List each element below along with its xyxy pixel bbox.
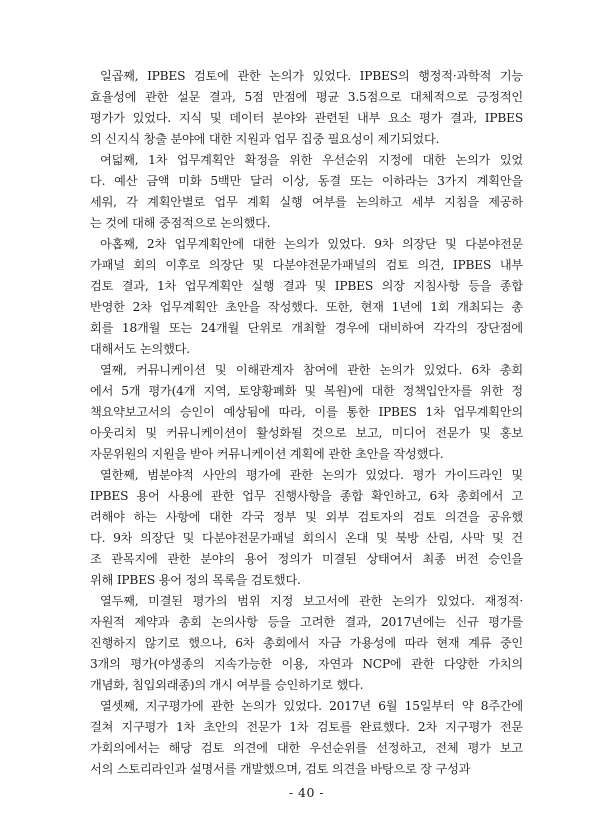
text-line: 진행하지 않기로 했으나, 6차 총회에서 자금 가용성에 따라 현재 계류 중인 (90, 636, 523, 650)
text-line: 3개의 평가(야생종의 지속가능한 이용, 자연과 NCP에 관한 다양한 가치의 (90, 657, 523, 671)
text-line: 는 것에 대해 중점적으로 논의했다. (90, 216, 271, 230)
text-line: 위해 IPBES 용어 정의 목록을 검토했다. (90, 573, 301, 587)
text-line: 효율성에 관한 설문 결과, 5점 만점에 평균 3.5점으로 대체적으로 긍정적인 (90, 90, 523, 104)
text-line: 열한째, 범분야적 사안의 평가에 관한 논의가 있었다. 평가 가이드라인 및 (100, 468, 523, 482)
text-line: 아웃리치 및 커뮤니케이션이 활성화될 것으로 보고, 미디어 전문가 및 홍보 (90, 426, 523, 440)
text-line: 평가가 있었다. 지식 및 데이터 분야와 관련된 내부 요소 평가 결과, IPBES (90, 111, 523, 125)
paragraph (90, 465, 523, 591)
text-line: 자문위원의 지원을 받아 커뮤니케이션 계획에 관한 초안을 작성했다. (90, 447, 444, 461)
paragraph (90, 66, 523, 150)
text-line: 에서 5개 평가(4개 지역, 토양황폐화 및 복원)에 대한 정책입안자를 위한 정 (90, 384, 523, 398)
text-line: 책요약보고서의 승인이 예상됨에 따라, 이를 통한 IPBES 1차 업무계획안의 (90, 405, 523, 419)
paragraph (90, 591, 523, 696)
text-line: 서의 스토리라인과 설명서를 개발했으며, 검토 의견을 바탕으로 장 구성과 (90, 762, 471, 776)
text-line: 대해서도 논의했다. (90, 342, 190, 356)
body-text (90, 66, 523, 780)
paragraph (90, 234, 523, 360)
text-line: 열셋째, 지구평가에 관한 논의가 있었다. 2017년 6월 15일부터 약 8주간에 (100, 699, 523, 713)
text-line: 열두째, 미결된 평가의 범위 지정 보고서에 관한 논의가 있었다. 재정적· (100, 594, 523, 608)
text-line: 가회의에서는 해당 검토 의견에 대한 우선순위를 선정하고, 전체 평가 보고 (90, 741, 523, 755)
text-line: 여덟째, 1차 업무계획안 확정을 위한 우선순위 지정에 대한 논의가 있었 (100, 153, 523, 167)
text-line: 열째, 커뮤니케이션 및 이해관계자 참여에 관한 논의가 있었다. 6차 총회 (100, 363, 523, 377)
text-line: 개념화, 침입외래종)의 개시 여부를 승인하기로 했다. (90, 678, 364, 692)
text-line: 조 관목지에 관한 분야의 용어 정의가 미결된 상태여서 최종 버전 승인을 (90, 552, 523, 566)
text-line: 검토 결과, 1차 업무계획안 실행 결과 및 IPBES 의장 지침사항 등을 종합 (90, 279, 523, 293)
text-line: 의 신지식 창출 분야에 대한 지원과 업무 집중 필요성이 제기되었다. (90, 132, 440, 146)
text-line: 다. 예산 금액 미화 5백만 달러 이상, 동결 또는 이하라는 3가지 계획안을 (90, 174, 523, 188)
text-line: 회를 18개월 또는 24개월 단위로 개최할 경우에 대비하여 각각의 장단점에 (90, 321, 523, 335)
text-line: 자원적 제약과 총회 논의사항 등을 고려한 결과, 2017년에는 신규 평가를 (90, 615, 523, 629)
text-line: 가패널 회의 이후로 의장단 및 다분야전문가패널의 검토 의견, IPBES 내부 (90, 258, 523, 272)
text-line: 세워, 각 계획안별로 업무 계획 실행 여부를 논의하고 세부 지침을 제공하 (90, 195, 523, 209)
paragraph (90, 150, 523, 234)
page-number: - 40 - (288, 785, 325, 800)
text-line: 다. 9차 의장단 및 다분야전문가패널 회의시 온대 및 북방 산림, 사막 및 건 (90, 531, 523, 545)
paragraph (90, 360, 523, 465)
text-line: 걸쳐 지구평가 1차 초안의 전문가 1차 검토를 완료했다. 2차 지구평가 전문 (90, 720, 523, 734)
text-line: 일곱째, IPBES 검토에 관한 논의가 있었다. IPBES의 행정적·과학적 기능 (100, 69, 523, 83)
paragraph (90, 696, 523, 780)
text-line: IPBES 용어 사용에 관한 업무 진행사항을 종합 확인하고, 6차 총회에서 고 (90, 489, 523, 503)
text-line: 아홉째, 2차 업무계획안에 대한 논의가 있었다. 9차 의장단 및 다분야전문 (100, 237, 523, 251)
text-line: 반영한 2차 업무계획안 초안을 작성했다. 또한, 현재 1년에 1회 개최되는 총 (90, 300, 523, 314)
text-line: 려해야 하는 사항에 대한 각국 정부 및 외부 검토자의 검토 의견을 공유했 (90, 510, 523, 524)
